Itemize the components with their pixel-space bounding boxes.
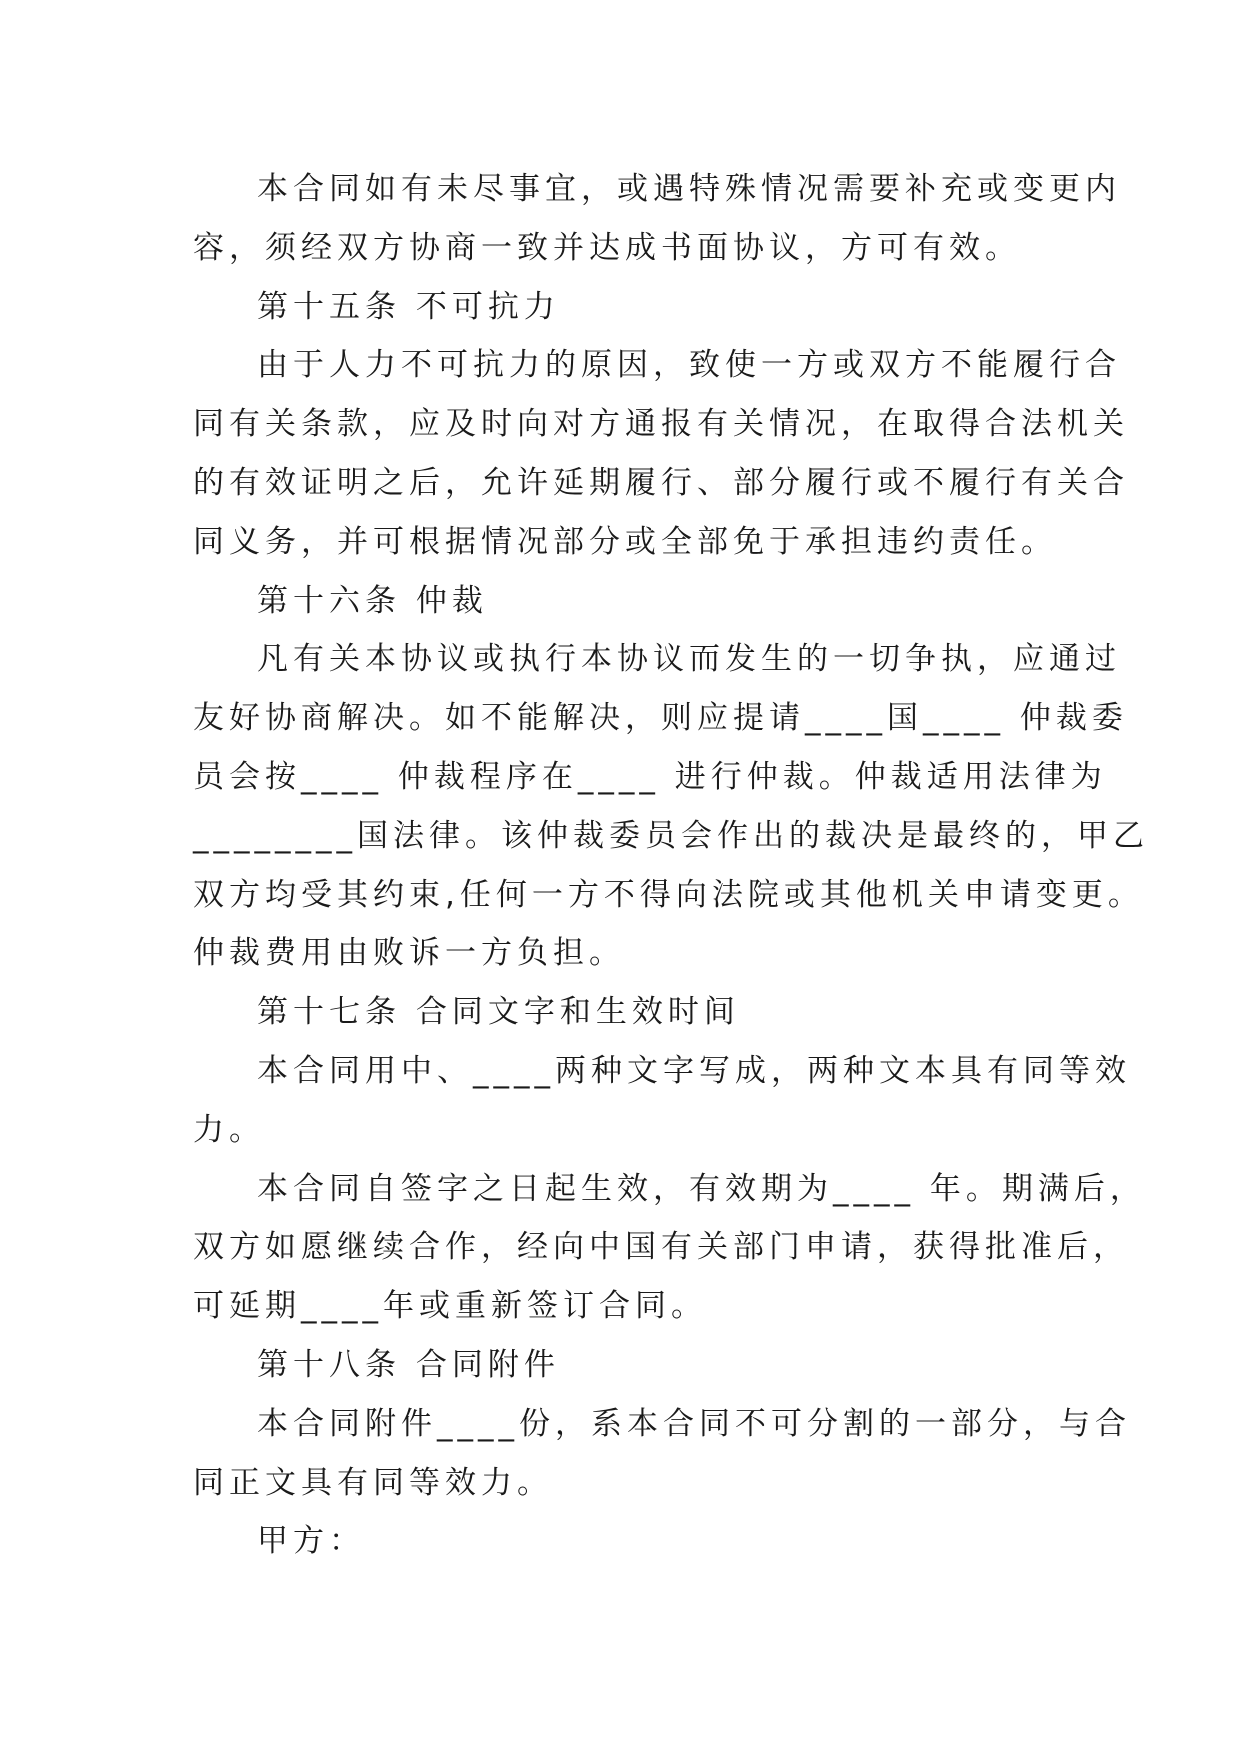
text-line: 员会按____ 仲裁程序在____ 进行仲裁。仲裁适用法律为 bbox=[193, 758, 1107, 795]
text-line: 本合同用中、____两种文字写成，两种文本具有同等效 bbox=[257, 1052, 1131, 1089]
section-heading: 第十七条 合同文字和生效时间 bbox=[257, 994, 740, 1031]
text-line: 由于人力不可抗力的原因，致使一方或双方不能履行合 bbox=[257, 347, 1121, 384]
text-line: 容，须经双方协商一致并达成书面协议，方可有效。 bbox=[193, 229, 1021, 266]
text-line: 本合同如有未尽事宜，或遇特殊情况需要补充或变更内 bbox=[257, 171, 1121, 207]
text-line: 友好协商解决。如不能解决，则应提请____国____ 仲裁委 bbox=[193, 700, 1128, 737]
text-line: 本合同自签字之日起生效，有效期为____ 年。期满后， bbox=[257, 1170, 1146, 1207]
text-line: 同有关条款，应及时向对方通报有关情况，在取得合法机关 bbox=[193, 406, 1129, 443]
text-line: 凡有关本协议或执行本协议而发生的一切争执，应通过 bbox=[257, 641, 1121, 678]
text-line: 双方如愿继续合作，经向中国有关部门申请，获得批准后， bbox=[193, 1229, 1129, 1266]
text-line: 同义务，并可根据情况部分或全部免于承担违约责任。 bbox=[193, 523, 1057, 560]
text-line: ________国法律。该仲裁委员会作出的裁决是最终的，甲乙 bbox=[193, 817, 1149, 854]
section-heading: 第十六条 仲裁 bbox=[257, 582, 488, 619]
text-line: 同正文具有同等效力。 bbox=[193, 1464, 553, 1501]
text-line: 可延期____年或重新签订合同。 bbox=[193, 1288, 707, 1325]
text-line: 力。 bbox=[193, 1111, 265, 1148]
section-heading: 第十八条 合同附件 bbox=[257, 1346, 560, 1383]
section-heading: 第十五条 不可抗力 bbox=[257, 288, 560, 325]
signature-label: 甲方： bbox=[257, 1523, 365, 1560]
text-line: 的有效证明之后，允许延期履行、部分履行或不履行有关合 bbox=[193, 464, 1129, 501]
text-line: 双方均受其约束,任何一方不得向法院或其他机关申请变更。 bbox=[193, 876, 1144, 913]
document-body bbox=[193, 160, 1149, 1571]
text-line: 仲裁费用由败诉一方负担。 bbox=[193, 935, 625, 972]
text-line: 本合同附件____份，系本合同不可分割的一部分，与合 bbox=[257, 1405, 1131, 1442]
